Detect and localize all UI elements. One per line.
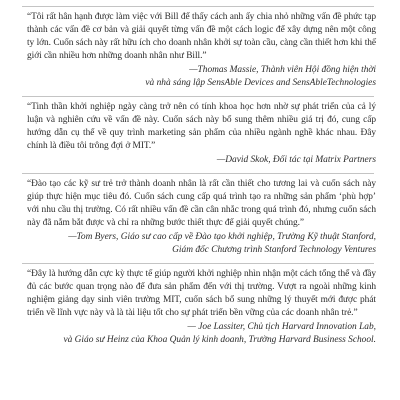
attribution-line: và nhà sáng lập SensAble Devices and SensAbleTechnologies [145,78,376,88]
quote-text: “Tôi rất hân hạnh được làm việc với Bill để thấy cách anh ấy chia nhỏ những vấn đề phức tạp thành các vấn đề cơ bản và giải quyết từng vấn đề một cách logic để xây dựng nên một công ty lớn. Cuốn sách này rất hữu ích cho doanh nhân khởi sự toàn cầu, càng cần thiết hơn khi thế giới cần nhiều hơn những doanh nhân như Bill.” [27,12,376,61]
quote-attribution [27,231,376,257]
attribution-line: — Joe Lassiter, Chủ tịch Harvard Innovation Lab, [187,322,376,332]
divider [22,6,374,7]
divider [22,96,374,97]
attribution-line: Giám đốc Chương trình Stanford Technology Ventures [172,245,376,255]
quote-text: “Đây là hướng dẫn cực kỳ thực tế giúp người khởi nghiệp nhìn nhận một cách tổng thể và đầy đủ các bước quan trọng nào để đưa sản phẩm đến với thị trường. Vượt ra ngoài những kinh nghiệm giảng dạy sinh viên trường MIT, cuốn sách bổ sung những lý thuyết mới được phát triển về lĩnh vực này và là tài liệu tốt cho sự phát triển bền vững của các doanh nhân trẻ.” [27,269,376,318]
attribution-line: —David Skok, Đối tác tại Matrix Partners [216,155,376,165]
testimonial-lassiter [27,268,376,347]
quote-attribution [27,154,376,167]
attribution-line: —Thomas Massie, Thành viên Hội đồng hiện thời [189,65,376,75]
divider [22,263,374,264]
testimonial-massie [27,11,376,90]
quote-text: “Đào tạo các kỹ sư trẻ trở thành doanh nhân là rất cần thiết cho tương lai và cuốn sách này giúp thực hiện mục tiêu đó. Cuốn sách cung cấp quá trình tạo ra những sản phẩm ‘phù hợp’ với nhu cầu thị trường. Có rất nhiều vấn đề cần cân nhắc trong quá trình đó, nhưng cuốn sách này đã nắm bắt được và chỉ ra những bước thiết thực để giải quyết chúng.” [27,179,376,228]
quote-text: “Tinh thần khởi nghiệp ngày càng trở nên có tính khoa học hơn nhờ sự phát triển của cả lý luận và nghiên cứu về vấn đề này. Cuốn sách này bổ sung thêm nhiều giá trị đó, cung cấp hướng dẫn cụ thể về quy trình marketing sản phẩm của nhiều ngành nghề khác nhau. Đây chính là điều tôi trông đợi ở MIT.” [27,102,376,151]
attribution-line: và Giáo sư Heinz của Khoa Quản lý kinh doanh, Trường Harvard Business School. [63,335,376,345]
testimonial-skok [27,101,376,167]
attribution-line: —Tom Byers, Giáo sư cao cấp về Đào tạo khởi nghiệp, Trường Kỹ thuật Stanford, [68,232,376,242]
testimonial-byers [27,178,376,257]
quote-attribution [27,321,376,347]
quote-attribution [27,64,376,90]
divider [22,173,374,174]
